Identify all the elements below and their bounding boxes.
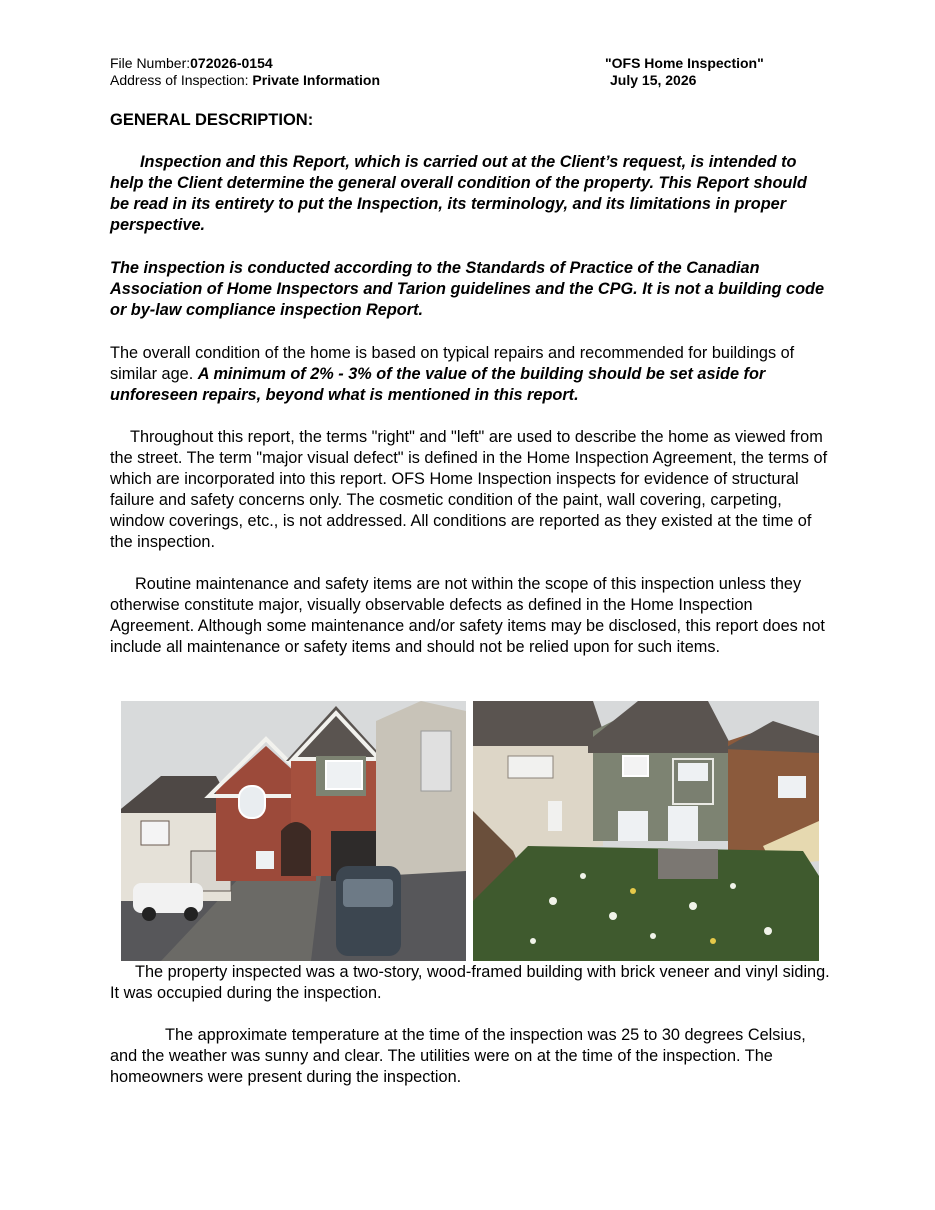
condition-paragraph bbox=[110, 343, 830, 406]
maintenance-paragraph: Routine maintenance and safety items are not within the scope of this inspection unless they otherwise constitute major, visually observable defects as defined in the Home Inspection Agreement. Although some maintenance and/or safety items may be disclosed, this report does not include all maintenance or safety items and should not be relied upon for such items. bbox=[110, 575, 825, 656]
address-value: Private Information bbox=[252, 72, 381, 88]
standards-paragraph: The inspection is conducted according to the Standards of Practice of the Canadian Association of Home Inspectors and Tarion guidelines and the CPG. It is not a building code or by-law compliance inspection Report. bbox=[110, 259, 825, 319]
file-number-line bbox=[110, 55, 273, 72]
condition-text: The overall condition of the home is based on typical repairs and recommended for buildings of similar age. bbox=[110, 344, 795, 383]
section-title: GENERAL DESCRIPTION: bbox=[110, 111, 314, 129]
file-number: 072026-0154 bbox=[190, 55, 273, 71]
terms-paragraph: Throughout this report, the terms "right" and "left" are used to describe the home as viewed from the street. The term "major visual defect" is defined in the Home Inspection Agreement, the terms of which are incorporated into this report. OFS Home Inspection inspects for evidence of structural failure and safety concerns only. The cosmetic condition of the paint, wall covering, carpeting, window coverings, etc., is not addressed. All conditions are reported as they existed at the time of the inspection. bbox=[110, 428, 828, 551]
intro-paragraph: Inspection and this Report, which is carried out at the Client’s request, is intended to help the Client determine the general overall condition of the property. This Report should be read in its entirety to put the Inspection, its terminology, and its limitations in proper perspective. bbox=[110, 153, 807, 234]
front-exterior-photo bbox=[121, 701, 466, 961]
address-line bbox=[110, 72, 380, 89]
weather-paragraph: The approximate temperature at the time of the inspection was 25 to 30 degrees Celsius, and the weather was sunny and clear. The utilities were on at the time of the inspection. The homeowners were present during the inspection. bbox=[110, 1026, 806, 1086]
address-label: Address of Inspection: bbox=[110, 72, 253, 88]
condition-emphasis: A minimum of 2% - 3% of the value of the building should be set aside for unforeseen repairs, beyond what is mentioned in this report. bbox=[110, 365, 766, 404]
property-paragraph: The property inspected was a two-story, wood-framed building with brick veneer and vinyl siding. It was occupied during the inspection. bbox=[110, 963, 830, 1002]
rear-exterior-photo bbox=[473, 701, 819, 961]
company-name: "OFS Home Inspection" bbox=[605, 55, 764, 71]
file-number-label: File Number: bbox=[110, 55, 191, 71]
report-date: July 15, 2026 bbox=[610, 72, 697, 88]
